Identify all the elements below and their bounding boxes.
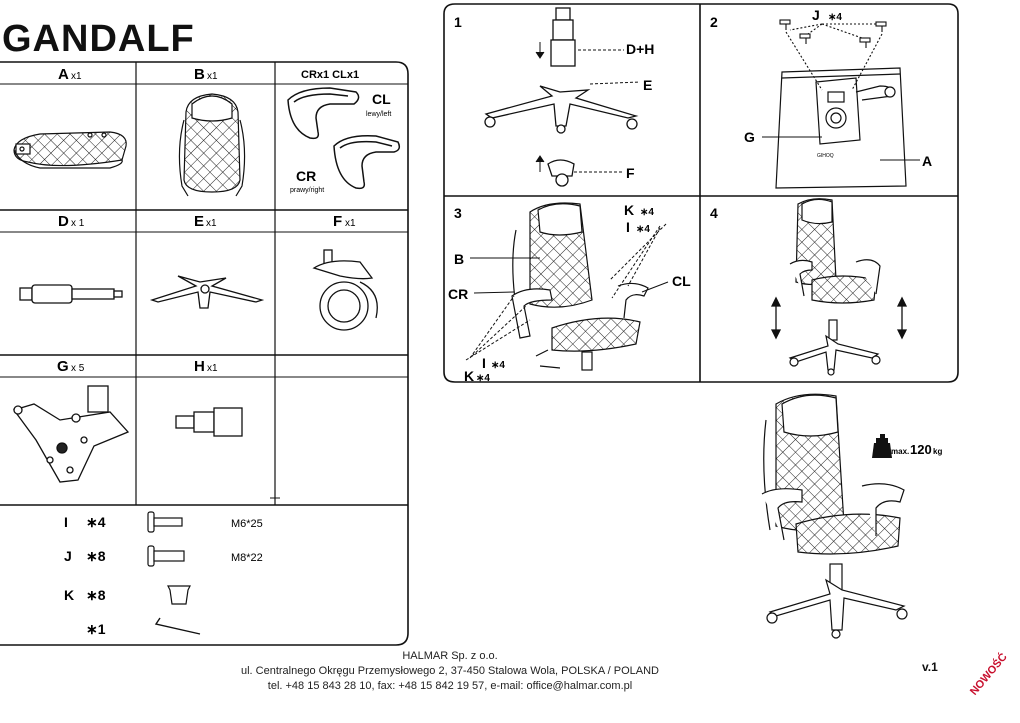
step-3-label-i-bottom-qty: ∗4 <box>491 360 505 371</box>
part-header-a <box>58 66 82 83</box>
step-2-number: 2 <box>710 14 718 30</box>
version-label: v.1 <box>922 660 938 674</box>
footer-contact: tel. +48 15 843 28 10, fax: +48 15 842 19 57, e-mail: office@halmar.com.pl <box>267 680 633 692</box>
svg-text:I: I <box>64 514 68 530</box>
svg-text:G: G <box>57 358 69 375</box>
step-2-plate-text: GIHOQ <box>817 153 834 159</box>
svg-text:x 1: x 1 <box>71 218 85 229</box>
armrest-left-drawing <box>288 88 359 138</box>
step-3-label-i-top: I <box>626 219 630 235</box>
step-1-number: 1 <box>454 14 462 30</box>
seat-drawing <box>14 132 126 168</box>
svg-text:x1: x1 <box>207 363 218 374</box>
svg-text:∗4: ∗4 <box>86 514 106 530</box>
part-header-d <box>58 213 85 230</box>
svg-text:∗1: ∗1 <box>86 621 106 637</box>
step-3-label-cr: CR <box>448 286 469 302</box>
part-header-b <box>194 66 218 83</box>
svg-text:F: F <box>333 213 343 230</box>
caster-drawing <box>314 250 377 330</box>
svg-text:J: J <box>64 548 72 564</box>
svg-text:CRx1 CLx1: CRx1 CLx1 <box>301 69 360 81</box>
footer-address: ul. Centralnego Okręgu Przemysłowego 2, 37-450 Stalowa Wola, POLSKA / POLAND <box>240 665 659 677</box>
step-3-label-b: B <box>454 251 465 267</box>
svg-text:D: D <box>58 213 69 230</box>
allen-key-icon <box>156 618 200 634</box>
cl-label: CL <box>372 91 391 107</box>
backrest-drawing <box>179 94 244 196</box>
step-4-drawing <box>790 199 880 375</box>
svg-text:x1: x1 <box>207 71 218 82</box>
bolt-j-icon <box>148 546 184 566</box>
part-header-e <box>194 213 217 230</box>
gas-lift-drawing <box>20 285 122 303</box>
armrest-right-drawing <box>334 136 399 189</box>
svg-text:A: A <box>58 66 69 83</box>
height-adjust-icon <box>772 298 906 338</box>
svg-text:∗8: ∗8 <box>86 587 106 603</box>
cl-sublabel: lewy/left <box>366 111 392 118</box>
footer-company: HALMAR Sp. z o.o. <box>402 650 498 662</box>
new-badge: NOWOŚĆ <box>968 651 1010 698</box>
step-3-number: 3 <box>454 205 462 221</box>
max-load-unit: kg <box>933 447 943 456</box>
step-1-label-dh: D+H <box>626 41 655 57</box>
hardware-row-k <box>64 587 106 603</box>
star-base-drawing <box>152 276 262 308</box>
hardware-row-wrench <box>86 621 106 637</box>
svg-text:B: B <box>194 66 205 83</box>
svg-text:E: E <box>194 213 205 230</box>
assembled-chair-drawing <box>762 394 910 638</box>
step-4-number: 4 <box>710 205 718 221</box>
washer-k-icon <box>168 586 190 604</box>
step-2-label-a: A <box>922 153 933 169</box>
svg-text:H: H <box>194 358 205 375</box>
svg-text:x1: x1 <box>206 218 217 229</box>
step-3-label-k-top: K <box>624 202 635 218</box>
part-header-g <box>57 358 85 375</box>
svg-text:M8*22: M8*22 <box>231 552 263 564</box>
step-1-label-f: F <box>626 165 635 181</box>
step-1-drawing <box>485 8 637 186</box>
step-1-label-e: E <box>643 77 653 93</box>
svg-text:K: K <box>64 587 75 603</box>
hardware-list <box>64 512 263 637</box>
bolt-i-icon <box>148 512 182 532</box>
step-3-label-k-bottom: K <box>464 368 475 384</box>
step-2-drawing <box>776 68 906 188</box>
step-3-label-i-bottom: I <box>482 355 486 371</box>
part-header-h <box>194 358 218 375</box>
cr-label: CR <box>296 168 317 184</box>
gas-cover-drawing <box>176 408 242 436</box>
svg-text:M6*25: M6*25 <box>231 518 263 530</box>
step-3-label-k-top-qty: ∗4 <box>640 207 654 218</box>
step-3-label-cl: CL <box>672 273 691 289</box>
part-header-c <box>301 69 359 81</box>
step-2-label-j: J <box>812 7 820 23</box>
svg-text:x 5: x 5 <box>71 363 85 374</box>
step-2-label-j-qty: ∗4 <box>828 12 842 23</box>
product-title: GANDALF <box>2 18 195 60</box>
svg-text:x1: x1 <box>71 71 82 82</box>
max-load-prefix: max. <box>891 447 910 456</box>
part-header-f <box>333 213 356 230</box>
max-load-value: 120 <box>910 442 932 457</box>
step-3-label-i-top-qty: ∗4 <box>636 224 650 235</box>
step-3-label-k-bottom-qty: ∗4 <box>476 373 490 384</box>
weight-icon <box>872 434 892 458</box>
cr-sublabel: prawy/right <box>290 187 325 194</box>
step-2-label-g: G <box>744 129 755 145</box>
svg-text:∗8: ∗8 <box>86 548 106 564</box>
svg-text:x1: x1 <box>345 218 356 229</box>
mechanism-drawing <box>14 386 128 482</box>
